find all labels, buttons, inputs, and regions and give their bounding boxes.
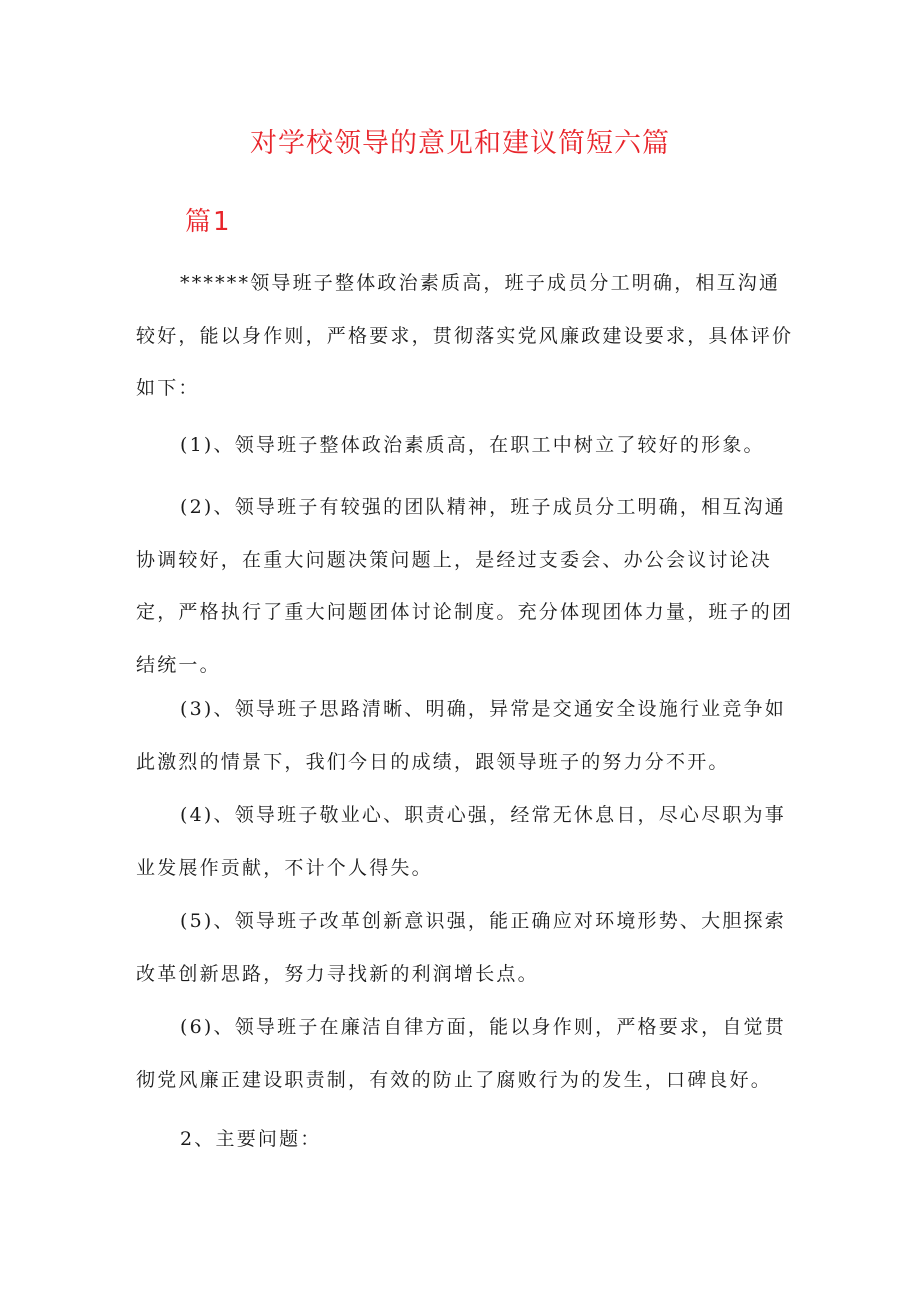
section-heading: 篇1: [185, 207, 232, 237]
paragraph-item-3: (3)、领导班子思路清晰、明确，异常是交通安全设施行业竞争如此激烈的情景下，我们今日的成绩，跟领导班子的努力分不开。: [136, 698, 786, 773]
paragraph-item-2: (2)、领导班子有较强的团队精神，班子成员分工明确，相互沟通协调较好，在重大问题决策问题上，是经过支委会、办公会议讨论决定，严格执行了重大问题团体讨论制度。充分体现团体力量，班子的团结统一。: [136, 496, 794, 676]
paragraph-item-1: (1)、领导班子整体政治素质高，在职工中树立了较好的形象。: [180, 434, 765, 456]
paragraph-item-6: (6)、领导班子在廉洁自律方面，能以身作则，严格要求，自觉贯彻党风廉正建设职责制，有效的防止了腐败行为的发生，口碑良好。: [136, 1016, 786, 1091]
paragraph-item-4: (4)、领导班子敬业心、职责心强，经常无休息日，尽心尽职为事业发展作贡献，不计个人得失。: [136, 804, 786, 879]
paragraph-item-5: (5)、领导班子改革创新意识强，能正确应对环境形势、大胆探索改革创新思路，努力寻找新的利润增长点。: [136, 910, 786, 985]
paragraph-main-issues: 2、主要问题：: [180, 1128, 322, 1150]
document-title: 对学校领导的意见和建议简短六篇: [250, 128, 670, 159]
paragraph-intro: ******领导班子整体政治素质高，班子成员分工明确，相互沟通较好，能以身作则，严格要求，贯彻落实党风廉政建设要求，具体评价如下：: [136, 272, 794, 399]
